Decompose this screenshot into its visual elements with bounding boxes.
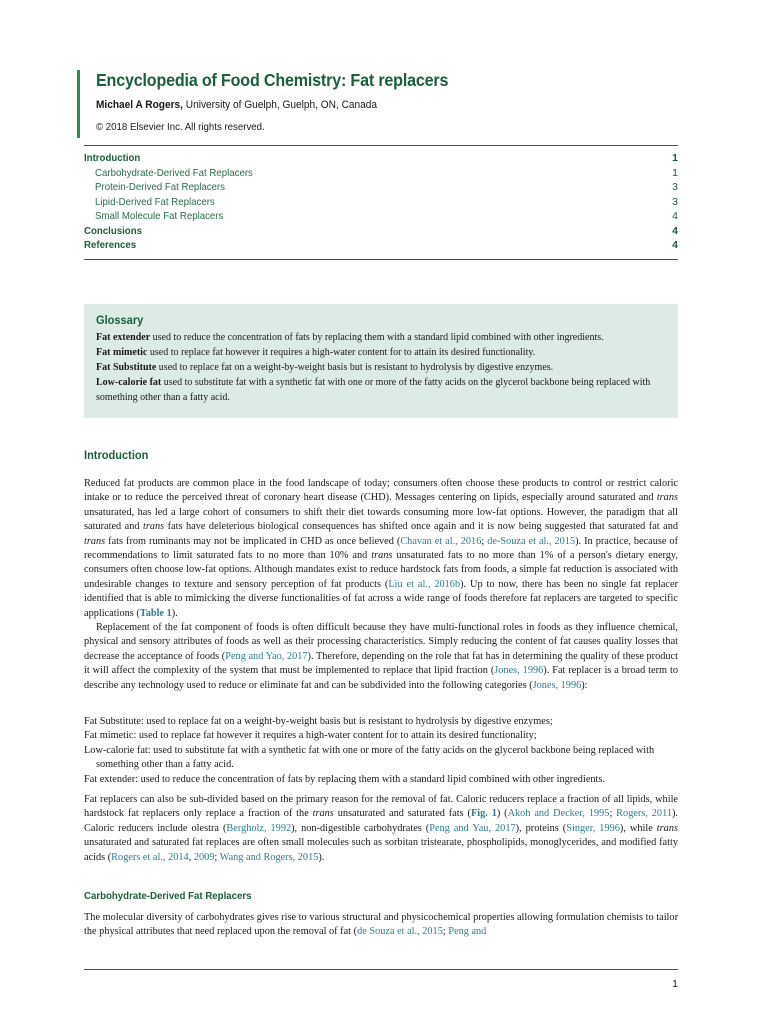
text-run: ). Up to now, there has been no single fat replacer identified that is able to mimicking the diverse functionalities of fat across a wide range of foods therefore fat replacers are targeted to specific applications ( (84, 578, 678, 619)
glossary-entry (96, 330, 666, 345)
citation-link[interactable]: de-Souza et al., 2015 (487, 535, 576, 547)
text-run: ; (481, 535, 488, 547)
text-run: ). Fat replacer is a broad term to describe any technology used to reduce or eliminate fat and can be subdivided into the following categories ( (84, 665, 679, 691)
citation-link[interactable]: 2009 (193, 851, 215, 863)
carbohydrate-paragraph-1 (84, 911, 678, 940)
toc-entry-label[interactable]: Introduction (84, 152, 141, 164)
category-list-item: Fat extender: used to reduce the concentration of fats by replacing them with a standard lipid combined with other ingredients. (84, 773, 605, 785)
text-run: , (188, 851, 194, 863)
toc-entry-page: 1 (672, 152, 678, 164)
toc-entry[interactable] (84, 209, 678, 224)
author-affiliation: University of Guelph, Guelph, ON, Canada (182, 99, 378, 111)
text-run: ). In practice, because of recommendations to limit saturated fats to no more than 10% and (84, 535, 678, 562)
citation-link[interactable]: Peng and (448, 926, 487, 938)
toc-entry-page: 3 (672, 181, 678, 193)
glossary-definition: used to reduce the concentration of fats by replacing them with a standard lipid combined with other ingredients. (150, 332, 604, 343)
article-header (84, 70, 678, 133)
glossary-entry (96, 360, 666, 375)
text-run: ), while (619, 822, 657, 834)
text-run: ) ( (496, 808, 508, 820)
text-run: ). (318, 851, 325, 863)
subsection-heading-carbohydrate: Carbohydrate-Derived Fat Replacers (84, 890, 252, 902)
intro-paragraph-1 (84, 477, 678, 621)
italic-term: trans (84, 535, 106, 547)
glossary-definition: used to substitute fat with a synthetic fat with one or more of the fatty acids on the glycerol backbone being replaced with something other than a fatty acid. (96, 377, 651, 403)
section-heading-introduction: Introduction (84, 448, 149, 462)
citation-link[interactable]: Akoh and Decker, 1995 (507, 808, 610, 820)
toc-entry-label[interactable]: Small Molecule Fat Replacers (95, 210, 224, 222)
text-run: ), non-digestible carbohydrates ( (291, 822, 430, 834)
glossary-entry (96, 345, 666, 360)
text-run: unsaturated and saturated fat replaces are often small molecules such as sorbitan tristearate, phospholipids, monoglycerides, and modified fatty acids ( (84, 837, 678, 863)
glossary-term: Low-calorie fat (96, 377, 162, 388)
glossary-definition: used to replace fat however it requires a high-water content for to attain its desired functionality. (147, 347, 536, 358)
category-list-item: Fat Substitute: used to replace fat on a weight-by-weight basis but is resistant to hydrolysis by digestive enzymes; (84, 716, 553, 727)
toc-entry[interactable] (84, 195, 678, 210)
toc-entry-page: 4 (672, 210, 678, 222)
text-run: ). Therefore, depending on the role that fat has in determining the quality of these product it will affect the complexity of the system that must be implemented to replace that lipid fraction ( (84, 650, 678, 677)
citation-link[interactable]: Wang and Rogers, 2015 (219, 851, 319, 863)
glossary-term: Fat Substitute (96, 362, 157, 373)
toc-entry[interactable] (84, 166, 678, 181)
copyright: © 2018 Elsevier Inc. All rights reserved. (96, 121, 265, 133)
glossary-term: Fat mimetic (96, 347, 148, 358)
italic-term: trans (312, 808, 334, 820)
text-run: The molecular diversity of carbohydrates gives rise to various structural and physicochemical properties allowing formulation chemists to tailor the physical attributes that need replaced upon the removal of fat ( (84, 912, 678, 938)
citation-link[interactable]: Liu et al., 2016b (388, 578, 461, 590)
toc-entry[interactable] (84, 151, 678, 166)
text-run: unsaturated fats to no more than 1% of a person's dietary energy, consumers often choose low-fat options. Although mandates exist to reduce hardstock fats from foods, a simple fat reduction is associated with undesirable changes to texture and sensory perception of fat products ( (84, 550, 678, 590)
citation-link[interactable]: de Souza et al., 2015 (357, 926, 443, 938)
italic-term: trans (656, 492, 678, 504)
citation-link[interactable]: Jones, 1996 (494, 665, 544, 677)
text-run: Fat replacers can also be sub-divided based on the primary reason for the removal of fat. Caloric reducers replace a fraction of all lipids, while hardstock fat replacers only replace a fraction of the (84, 794, 678, 820)
toc-entry-page: 1 (672, 166, 678, 179)
glossary-term: Fat extender (96, 332, 151, 343)
text-run: ), proteins ( (515, 822, 567, 834)
category-list-item: Fat mimetic: used to replace fat however it requires a high-water content for to attain its desired functionality; (84, 730, 537, 742)
fat-replacer-category-list (84, 715, 678, 787)
citation-link[interactable]: Peng and Yau, 2017 (429, 822, 516, 834)
toc-entry[interactable] (84, 224, 678, 239)
text-run: ; (609, 808, 617, 820)
category-list-item: Low-calorie fat: used to substitute fat with a synthetic fat with one or more of the fatty acids on the glycerol backbone being replaced with something other than a fatty acid. (84, 744, 655, 771)
italic-term: trans (656, 822, 678, 834)
text-run: ): (581, 679, 588, 691)
intro-paragraph-2 (84, 621, 678, 693)
toc-entry-label[interactable]: References (84, 239, 137, 251)
text-run: ). (171, 607, 178, 619)
citation-link[interactable]: Table 1 (139, 607, 172, 619)
toc-entry[interactable] (84, 180, 678, 195)
footer-rule (84, 969, 678, 970)
text-run: Reduced fat products are common place in the food landscape of today; consumers often choose these products to control or restrict caloric intake or to reduce the perceived threat of coronary heart disease (CHD). Messages centering on lipids, especially around saturated and (84, 478, 678, 504)
toc-entry-label[interactable]: Lipid-Derived Fat Replacers (95, 195, 215, 208)
author-name: Michael A Rogers, (96, 99, 183, 111)
citation-link[interactable]: Peng and Yao, 2017 (225, 650, 308, 662)
toc-entry-page: 4 (672, 239, 678, 251)
glossary-entry (96, 375, 666, 405)
text-run: ; (442, 926, 449, 938)
text-run: unsaturated and saturated fats ( (333, 808, 471, 820)
italic-term: trans (371, 550, 393, 562)
citation-link[interactable]: Singer, 1996 (566, 822, 620, 834)
toc-entry-page: 4 (672, 224, 678, 237)
italic-term: trans (143, 521, 165, 533)
toc-entry-label[interactable]: Carbohydrate-Derived Fat Replacers (95, 166, 253, 179)
glossary-box (84, 304, 678, 418)
text-run: ; (214, 851, 220, 863)
citation-link[interactable]: Fig. 1 (470, 808, 497, 820)
text-run: Replacement of the fat component of foods is often difficult because they have multi-functional roles in foods as they influence chemical, physical and sensory attributes of foods as well as their processing characteristics. Simply reducing the content of fat causes quality losses that decrease the acceptance of foods ( (84, 622, 678, 662)
glossary-definition: used to replace fat on a weight-by-weight basis but is resistant to hydrolysis by digestive enzymes. (156, 362, 554, 373)
toc-entry-label[interactable]: Protein-Derived Fat Replacers (95, 181, 225, 193)
toc-entry[interactable] (84, 238, 678, 253)
page-number: 1 (672, 978, 678, 990)
citation-link[interactable]: Jones, 1996 (532, 679, 582, 691)
text-run: unsaturated, has led a large cohort of consumers to shift their diet towards consuming more low-fat options. However, the paradigm that all saturated and (84, 506, 678, 533)
citation-link[interactable]: Bergholz, 1992 (226, 822, 292, 834)
glossary-title: Glossary (96, 313, 144, 327)
author-line (96, 99, 631, 111)
article-title: Encyclopedia of Food Chemistry: Fat replacers (96, 70, 449, 90)
text-run: ). Caloric reducers include olestra ( (84, 808, 679, 834)
toc-entry-page: 3 (672, 195, 678, 208)
toc-entry-label[interactable]: Conclusions (84, 224, 142, 237)
text-run: fats from ruminants may not be implicated in CHD as once believed ( (105, 535, 401, 547)
intro-paragraph-3 (84, 793, 678, 865)
text-run: fats have deleterious biological consequences has shifted once again and it is now being suggested that saturated fat and (164, 521, 679, 533)
citation-link[interactable]: Rogers, 2011 (616, 808, 672, 820)
citation-link[interactable]: Rogers et al., 2014 (111, 851, 189, 863)
table-of-contents (84, 145, 678, 260)
citation-link[interactable]: Chavan et al., 2016 (400, 535, 482, 547)
header-accent-bar (77, 70, 80, 138)
